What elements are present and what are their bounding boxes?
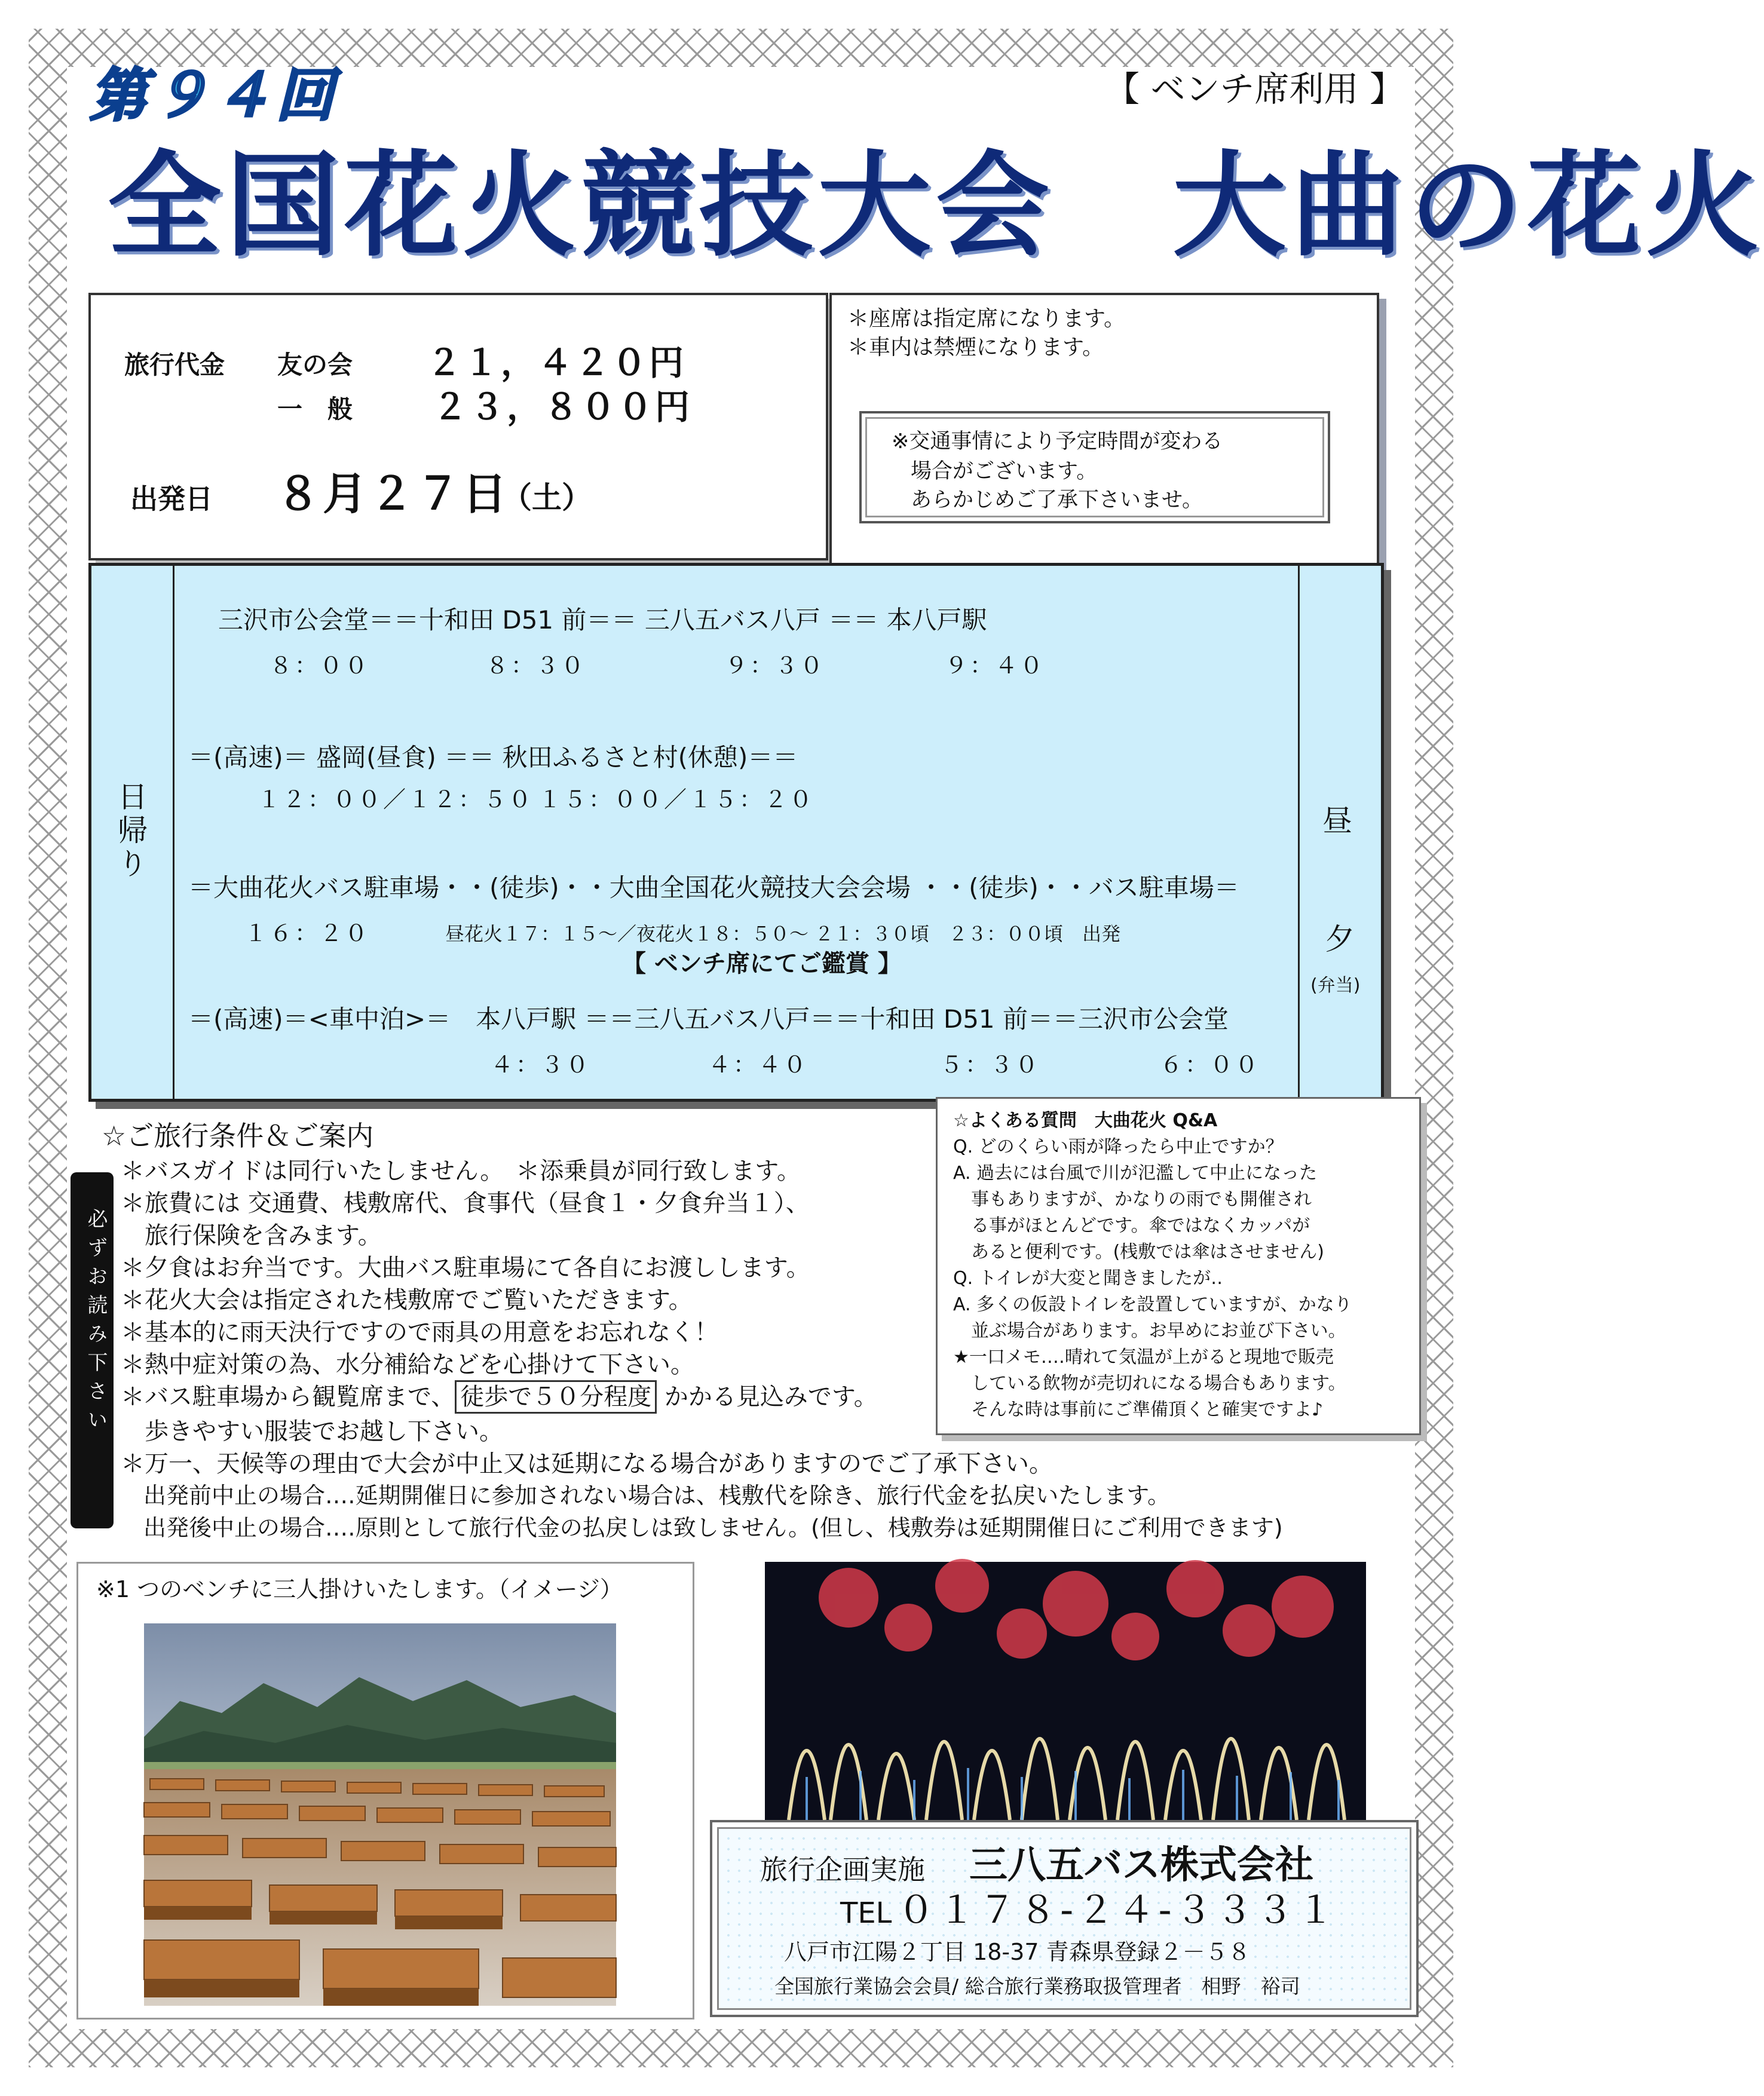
general-price: ２３，８００円 <box>433 387 693 427</box>
parking-pre: ＊バス駐車場から観覧席まで、 <box>121 1383 455 1411</box>
faq-line: あると便利です。(桟敷では傘はさせません) <box>953 1242 1325 1262</box>
faq-line: 並ぶ場合があります。お早めにお並び下さい。 <box>953 1320 1346 1341</box>
condition-line: 旅行保険を含みます。 <box>121 1222 382 1249</box>
faq-line: Q. どのくらい雨が降ったら中止ですか？ <box>953 1136 1284 1157</box>
faq-line: る事がほとんどです。傘ではなくカッパが <box>953 1215 1310 1236</box>
trip-type-column <box>91 566 174 1099</box>
meal-dinner: 夕 <box>1325 922 1355 957</box>
time-row1-3: ９：３０ <box>725 652 826 679</box>
manager-info: 全国旅行業協会会員/ 総合旅行業務取扱管理者 相野 裕司 <box>774 1975 1300 1998</box>
must-read-badge <box>71 1172 114 1528</box>
note-seat: ＊座席は指定席になります。 <box>847 307 1126 331</box>
time-row1-4: ９：４０ <box>945 652 1046 679</box>
traffic-warning-box <box>859 411 1330 523</box>
meal-column <box>1298 566 1381 1099</box>
planner-label: 旅行企画実施 <box>760 1853 925 1886</box>
route-row-1: 三沢市公会堂＝＝十和田 D51 前＝＝ 三八五バス八戸 ＝＝ 本八戸駅 <box>218 605 987 635</box>
fireworks-photo <box>765 1562 1366 1820</box>
meal-note: (弁当) <box>1310 975 1361 996</box>
bench-photo-illustration <box>144 1623 616 2006</box>
time-row1-2: ８：３０ <box>486 652 587 679</box>
warning-line-2: 場合がございます。 <box>911 459 1098 483</box>
condition-line: ＊花火大会は指定された桟敷席でご覧いただきます。 <box>121 1286 693 1314</box>
time-row4-3: ５：３０ <box>940 1052 1041 1078</box>
faq-line: Q. トイレが大変と聞きましたが‥ <box>953 1268 1223 1289</box>
condition-line: ＊バスガイドは同行いたしません。 ＊添乗員が同行致します。 <box>121 1157 801 1185</box>
fireworks-illustration <box>765 1562 1366 1820</box>
time-row1-1: ８：００ <box>270 652 370 679</box>
bench-image-box <box>76 1562 694 2020</box>
parking-post: かかる見込みです。 <box>657 1383 878 1411</box>
time-row2-2: １５：００／１５：２０ <box>538 786 815 813</box>
condition-line: 歩きやすい服装でお越し下さい。 <box>121 1418 503 1445</box>
departure-label: 出発日 <box>130 483 213 515</box>
notes-box <box>829 293 1379 566</box>
condition-line: 出発後中止の場合‥‥原則として旅行代金の払戻しは致しません。(但し、桟敷券は延期開催日にご利用できます) <box>121 1515 1283 1541</box>
route-row-4: ＝(高速)＝<車中泊>＝ 本八戸駅 ＝＝三八五バス八戸＝＝十和田 D51 前＝＝三沢市公会堂 <box>188 1004 1229 1034</box>
faq-line: 事もありますが、かなりの雨でも開催され <box>953 1189 1312 1210</box>
seat-type-label: 【 ベンチ席利用 】 <box>1105 69 1404 109</box>
time-row4-2: ４：４０ <box>708 1052 809 1078</box>
condition-line: ＊熱中症対策の為、水分補給などを心掛けて下さい。 <box>121 1351 694 1378</box>
company-address: 八戸市江陽２丁目 18-37 青森県登録２－５８ <box>784 1939 1251 1965</box>
faq-line: している飲物が売切れになる場合もあります。 <box>953 1373 1346 1394</box>
fireworks-schedule: 昼花火１７：１５～／夜花火１８：５０～ ２１：３０頃 ２３：００頃 出発 <box>445 923 1121 945</box>
bench-caption: ※1 つのベンチに三人掛けいたします。（イメージ） <box>96 1576 623 1602</box>
walk-time-boxed: 徒歩で５０分程度 <box>455 1380 657 1414</box>
member-label: 友の会 <box>277 350 353 379</box>
faq-title: ☆よくある質問 大曲花火 Q&A <box>953 1110 1218 1131</box>
time-row3-1: １６：２０ <box>244 920 370 946</box>
route-row-3: ＝大曲花火バス駐車場・・(徒歩)・・大曲全国花火競技大会会場 ・・(徒歩)・・バス駐車場＝ <box>188 873 1239 902</box>
faq-line: ★一口メモ‥‥晴れて気温が上がると現地で販売 <box>953 1347 1334 1368</box>
price-label: 旅行代金 <box>124 350 225 379</box>
condition-line: 出発前中止の場合‥‥延期開催日に参加されない場合は、桟敷代を除き、旅行代金を払戻いたします。 <box>121 1482 1171 1509</box>
company-name: 三八五バス株式会社 <box>969 1843 1313 1887</box>
main-title: 全国花火競技大会 大曲の花火 <box>108 140 1764 272</box>
must-read-text: 必ずお読み下さい <box>84 1208 108 1438</box>
price-box <box>88 293 828 560</box>
trip-type-label: 日帰り <box>113 781 148 881</box>
tel-number: ０１７８-２４-３３３１ <box>898 1888 1338 1932</box>
condition-line: ＊夕食はお弁当です。大曲バス駐車場にて各自にお渡しします。 <box>121 1254 810 1282</box>
condition-line: ＊旅費には 交通費、桟敷席代、食事代（昼食１・夕食弁当１）、 <box>121 1190 810 1217</box>
conditions-title: ☆ご旅行条件＆ご案内 <box>102 1120 374 1152</box>
company-info-box <box>710 1820 1419 2017</box>
faq-line: A. 多くの仮設トイレを設置していますが、かなり <box>953 1294 1352 1315</box>
time-row4-4: ６：００ <box>1160 1052 1261 1078</box>
warning-line-1: ※交通事情により予定時間が変わる <box>892 430 1223 453</box>
bench-seating-photo <box>144 1623 616 2006</box>
parking-walk-line <box>121 1385 878 1409</box>
bench-viewing-note: 【 ベンチ席にてご鑑賞 】 <box>622 950 902 977</box>
condition-line: ＊万一、天候等の理由で大会が中止又は延期になる場合がありますのでご了承下さい。 <box>121 1450 1053 1478</box>
time-row2-1: １２：００／１２：５０ <box>258 786 534 813</box>
departure-date: ８月２７日 <box>276 468 509 520</box>
warning-line-3: あらかじめご了承下さいませ。 <box>911 488 1203 512</box>
time-row4-1: ４：３０ <box>491 1052 592 1078</box>
tel-label: TEL <box>840 1896 892 1930</box>
faq-box <box>936 1097 1421 1435</box>
route-row-2: ＝(高速)＝ 盛岡(昼食) ＝＝ 秋田ふるさと村(休憩)＝＝ <box>188 743 798 772</box>
faq-line: そんな時は事前にご準備頂くと確実ですよ♪ <box>953 1399 1324 1420</box>
condition-line: ＊基本的に雨天決行ですので雨具の用意をお忘れなく！ <box>121 1319 718 1346</box>
member-price: ２１，４２０円 <box>427 342 687 383</box>
note-smoking: ＊車内は禁煙になります。 <box>847 335 1104 360</box>
itinerary-table <box>88 563 1384 1102</box>
faq-line: A. 過去には台風で川が氾濫して中止になった <box>953 1163 1318 1184</box>
general-label: 一 般 <box>277 394 353 424</box>
departure-day: （土） <box>502 480 592 515</box>
edition-number: 第９４回 <box>90 62 338 129</box>
meal-lunch: 昼 <box>1322 804 1352 838</box>
